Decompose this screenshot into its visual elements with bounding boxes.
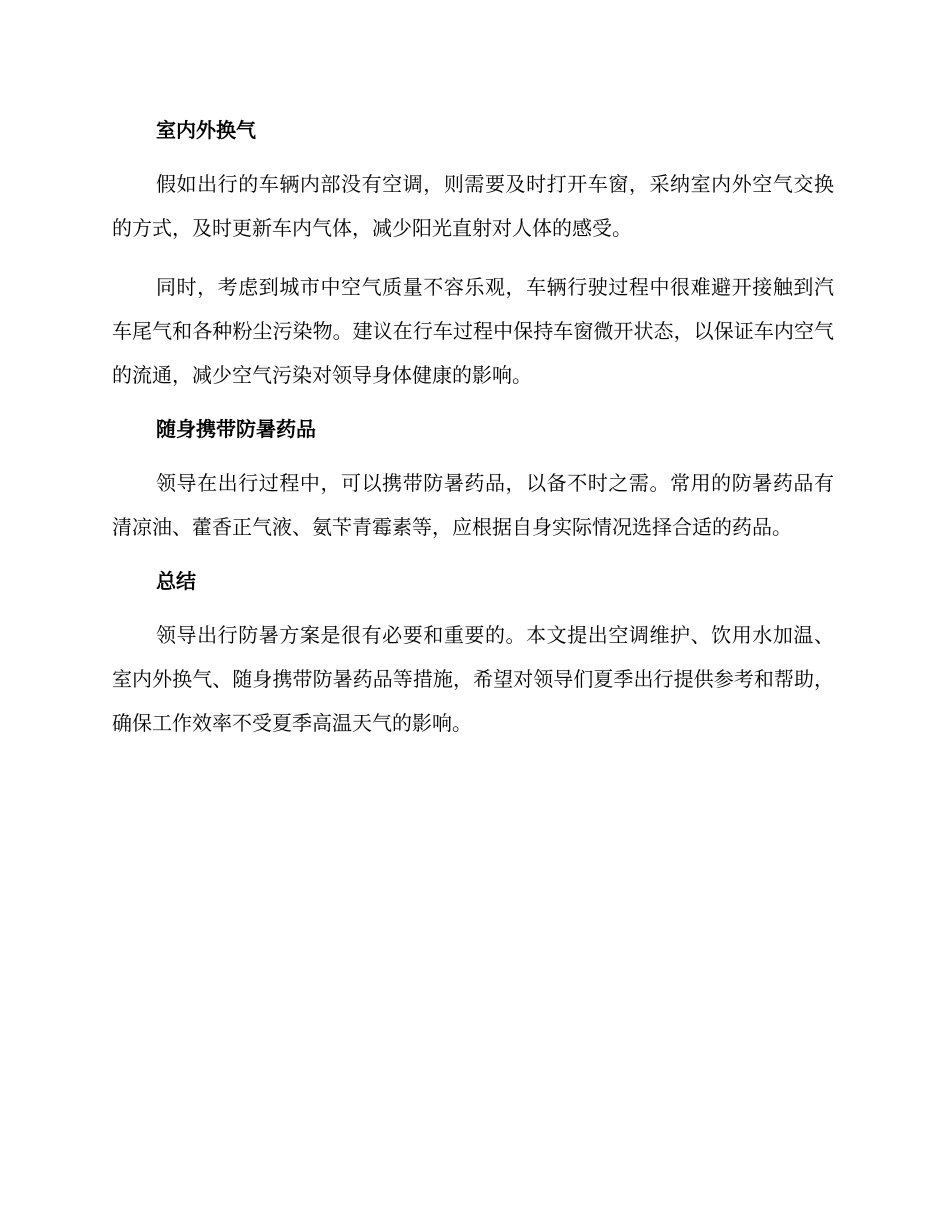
- section-heading-summary: 总结: [156, 569, 196, 593]
- document-page: [112, 112, 834, 745]
- paragraph-ventilation-2: 同时，考虑到城市中空气质量不容乐观，车辆行驶过程中很难避开接触到汽车尾气和各种粉尘污染物。建议在行车过程中保持车窗微开状态，以保证车内空气的流通，减少空气污染对领导身体健康的影响。: [112, 275, 834, 387]
- section-heading-medicine: 随身携带防暑药品: [156, 417, 316, 441]
- paragraph-medicine-1: 领导在出行过程中，可以携带防暑药品，以备不时之需。常用的防暑药品有清凉油、藿香正气液、氨苄青霉素等，应根据自身实际情况选择合适的药品。: [112, 471, 834, 539]
- paragraph-ventilation-1: 假如出行的车辆内部没有空调，则需要及时打开车窗，采纳室内外空气交换的方式，及时更新车内气体，减少阳光直射对人体的感受。: [112, 172, 834, 240]
- section-heading-ventilation: 室内外换气: [156, 118, 256, 142]
- paragraph-summary-1: 领导出行防暑方案是很有必要和重要的。本文提出空调维护、饮用水加温、室内外换气、随身携带防暑药品等措施，希望对领导们夏季出行提供参考和帮助，确保工作效率不受夏季高温天气的影响。: [112, 623, 834, 735]
